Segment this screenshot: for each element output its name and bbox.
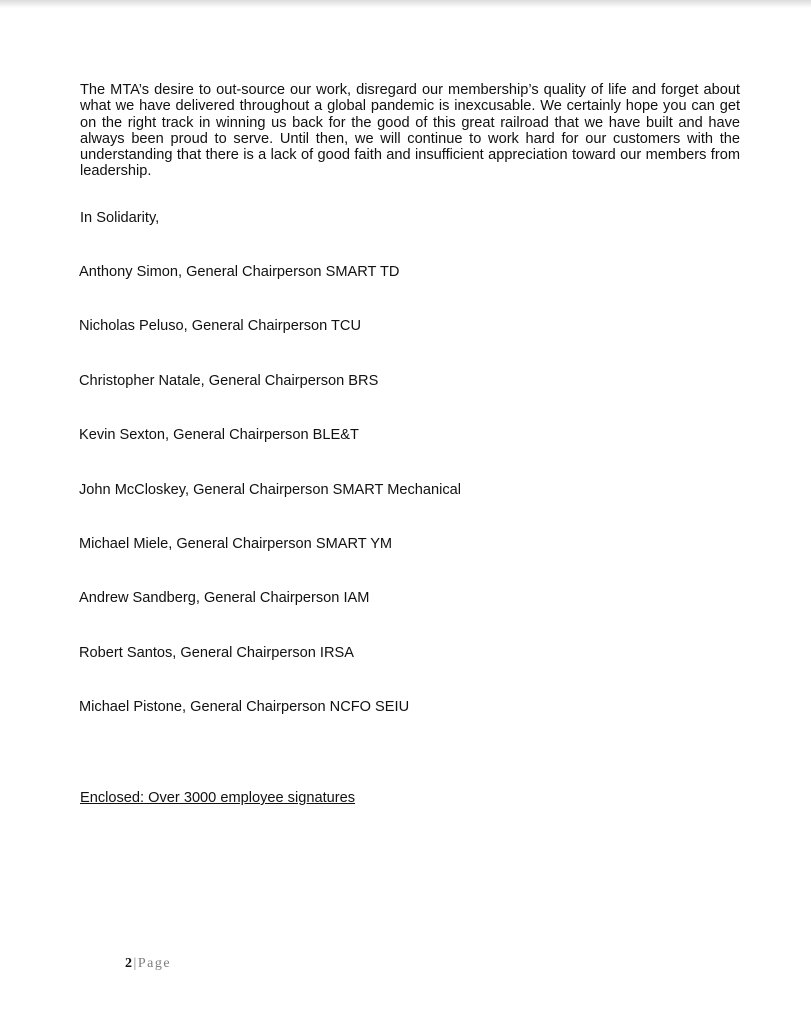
signatory-line: Christopher Natale, General Chairperson BRS [79,372,379,389]
signatory-line: John McCloskey, General Chairperson SMART Mechanical [79,481,462,498]
page-separator: | [133,956,138,971]
letter-closing: In Solidarity, [80,210,160,226]
signatory-line: Michael Pistone, General Chairperson NCFO SEIU [79,699,410,716]
letter-body-paragraph: The MTA’s desire to out-source our work, disregard our membership’s quality of life and forget about what we have delivered throughout a global pandemic is inexcusable. We certainly hope you can get on the right track in winning us back for the good of this great railroad that we have built and have always been proud to serve. Until then, we will continue to work hard for our customers with the understanding that there is a lack of good faith and insufficient appreciation toward our members from leadership. [80,82,740,180]
enclosure-note: Enclosed: Over 3000 employee signatures [80,790,356,806]
page-footer [125,955,171,973]
signatory-line: Kevin Sexton, General Chairperson BLE&T [79,427,359,444]
page-label: Page [137,956,172,971]
signatory-line: Michael Miele, General Chairperson SMART YM [79,535,393,552]
signatory-line: Robert Santos, General Chairperson IRSA [79,644,354,661]
signatory-line: Anthony Simon, General Chairperson SMART TD [79,264,400,280]
page-number: 2 [125,956,134,971]
signatory-line: Andrew Sandberg, General Chairperson IAM [79,590,370,607]
signatory-list [79,264,461,754]
signatory-line: Nicholas Peluso, General Chairperson TCU [79,318,362,335]
